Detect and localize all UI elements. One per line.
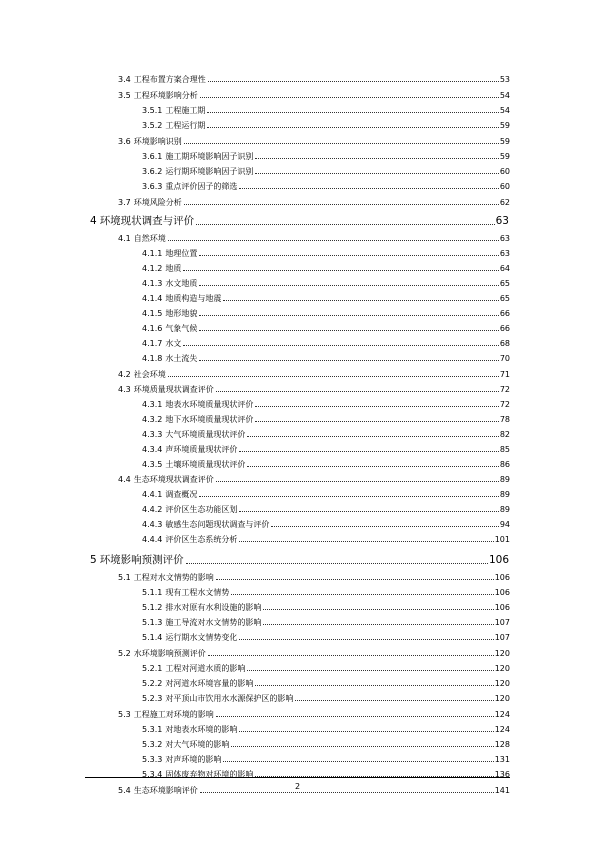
toc-entry-page: 131 (494, 755, 510, 764)
toc-entry[interactable] (142, 401, 510, 409)
toc-entry-page: 65 (499, 294, 510, 303)
toc-entry[interactable] (118, 371, 510, 379)
dot-leader (231, 594, 493, 595)
toc-entry-number: 4.3.2 (142, 415, 163, 424)
toc-entry-title: 水土流失 (165, 354, 198, 363)
toc-entry-page: 59 (499, 152, 510, 161)
dot-leader (199, 496, 498, 497)
toc-entry-page: 120 (494, 679, 510, 688)
toc-entry[interactable] (142, 295, 510, 303)
toc-entry-number: 4.1.2 (142, 264, 163, 273)
toc-entry[interactable] (142, 589, 510, 597)
toc-entry-page: 89 (499, 490, 510, 499)
toc-entry-title: 工程施工期 (165, 106, 206, 115)
dot-leader (263, 624, 493, 625)
toc-entry-title: 地表水环境质量现状评价 (165, 400, 254, 409)
footer-divider (85, 777, 510, 778)
dot-leader (216, 391, 499, 392)
toc-entry-number: 5.2 (118, 649, 131, 658)
toc-entry[interactable] (118, 650, 510, 658)
toc-entry-page: 63 (495, 215, 509, 227)
toc-entry-page: 66 (499, 324, 510, 333)
toc-entry-title: 运行期水文情势变化 (165, 633, 238, 642)
toc-entry[interactable] (142, 726, 510, 734)
dot-leader (200, 97, 499, 98)
dot-leader (239, 639, 493, 640)
toc-entry-number: 5.1.1 (142, 588, 163, 597)
toc-entry[interactable] (142, 355, 510, 363)
toc-entry-number: 5.2.3 (142, 694, 163, 703)
toc-entry[interactable] (142, 107, 510, 115)
dot-leader (183, 270, 498, 271)
toc-entry-title: 工程施工对环境的影响 (133, 710, 214, 719)
toc-entry[interactable] (142, 619, 510, 627)
dot-leader (231, 746, 493, 747)
toc-entry-number: 5.1.2 (142, 603, 163, 612)
toc-entry-title: 工程对河道水质的影响 (165, 664, 246, 673)
toc-entry-title: 地质 (165, 264, 182, 273)
toc-entry[interactable] (142, 680, 510, 688)
toc-entry-page: 89 (499, 505, 510, 514)
toc-entry-number: 4.3.4 (142, 445, 163, 454)
toc-entry[interactable] (142, 695, 510, 703)
dot-leader (199, 255, 498, 256)
toc-entry[interactable] (142, 536, 510, 544)
toc-entry-page: 72 (499, 385, 510, 394)
toc-entry-page: 62 (499, 198, 510, 207)
toc-entry-number: 5.1.3 (142, 618, 163, 627)
toc-entry-page: 89 (499, 475, 510, 484)
toc-entry-title: 工程环境影响分析 (133, 91, 198, 100)
toc-entry-page: 63 (499, 249, 510, 258)
toc-entry[interactable] (142, 416, 510, 424)
toc-entry-page: 120 (494, 649, 510, 658)
toc-entry-number: 4.1.4 (142, 294, 163, 303)
dot-leader (271, 526, 498, 527)
toc-entry-title: 环境风险分析 (133, 198, 182, 207)
dot-leader (196, 224, 494, 225)
toc-entry-title: 土壤环境质量现状评价 (165, 460, 246, 469)
toc-entry[interactable] (142, 634, 510, 642)
dot-leader (183, 345, 498, 346)
toc-entry[interactable] (142, 153, 510, 161)
toc-entry-title: 现有工程水文情势 (165, 588, 230, 597)
toc-entry[interactable] (142, 280, 510, 288)
toc-entry-title: 地下水环境质量现状评价 (165, 415, 254, 424)
toc-entry-title: 调查概况 (165, 490, 198, 499)
toc-entry-number: 4.3.3 (142, 430, 163, 439)
toc-entry[interactable] (118, 476, 510, 484)
toc-entry-page: 85 (499, 445, 510, 454)
toc-entry-number: 4.4.4 (142, 535, 163, 544)
toc-entry-title: 地质构造与地震 (165, 294, 222, 303)
toc-entry-number: 3.5.1 (142, 106, 163, 115)
toc-entry-page: 94 (499, 520, 510, 529)
toc-entry-page: 141 (494, 786, 510, 795)
toc-entry-title: 社会环境 (133, 370, 166, 379)
toc-entry-number: 4.2 (118, 370, 131, 379)
toc-entry-page: 107 (494, 618, 510, 627)
toc-entry-page: 72 (499, 400, 510, 409)
dot-leader (216, 579, 494, 580)
toc-entry-number: 4.4.1 (142, 490, 163, 499)
toc-entry-title: 气象气候 (165, 324, 198, 333)
toc-entry-number: 3.4 (118, 75, 131, 84)
toc-entry[interactable] (142, 604, 510, 612)
toc-entry-number: 4.1.1 (142, 249, 163, 258)
toc-entry-number: 4.1.7 (142, 339, 163, 348)
toc-entry-page: 82 (499, 430, 510, 439)
toc-entry[interactable] (142, 250, 510, 258)
dot-leader (239, 541, 493, 542)
toc-entry-number: 4.4.3 (142, 520, 163, 529)
toc-entry-number: 4.3 (118, 385, 131, 394)
toc-entry-page: 68 (499, 339, 510, 348)
toc-entry-number: 5.3 (118, 710, 131, 719)
toc-entry-title: 对大气环境的影响 (165, 740, 230, 749)
toc-entry-title: 生态环境现状调查评价 (133, 475, 214, 484)
toc-entry-number: 3.6.2 (142, 167, 163, 176)
toc-entry-number: 3.6 (118, 137, 131, 146)
dot-leader (207, 127, 498, 128)
toc-entry[interactable] (142, 310, 510, 318)
toc-entry-number: 5.4 (118, 786, 131, 795)
toc-entry-page: 54 (499, 106, 510, 115)
toc-entry-title: 对声环境的影响 (165, 755, 222, 764)
dot-leader (295, 700, 493, 701)
toc-entry-number: 5.3.4 (142, 770, 163, 779)
toc-entry-title: 水文 (165, 339, 182, 348)
toc-entry[interactable] (142, 265, 510, 273)
dot-leader (223, 300, 498, 301)
page-number: 2 (294, 782, 301, 791)
toc-entry-page: 70 (499, 354, 510, 363)
toc-entry-title: 大气环境质量现状评价 (165, 430, 246, 439)
toc-entry-title: 工程布置方案合理性 (133, 75, 206, 84)
dot-leader (239, 511, 498, 512)
toc-entry-title: 环境现状调查与评价 (99, 215, 195, 227)
dot-leader (255, 173, 498, 174)
toc-entry-title: 声环境质量现状评价 (165, 445, 238, 454)
toc-entry[interactable] (142, 521, 510, 529)
toc-entry-page: 59 (499, 121, 510, 130)
toc-entry-number: 3.7 (118, 198, 131, 207)
dot-leader (223, 761, 493, 762)
toc-entry-page: 53 (499, 75, 510, 84)
dot-leader (184, 204, 499, 205)
dot-leader (255, 685, 493, 686)
toc-entry-page: 128 (494, 740, 510, 749)
toc-entry-number: 4.1.8 (142, 354, 163, 363)
toc-entry-title: 排水对原有水利设施的影响 (165, 603, 262, 612)
toc-entry-number: 5.3.1 (142, 725, 163, 734)
toc-entry-number: 4.1.3 (142, 279, 163, 288)
toc-entry-title: 施工期环境影响因子识别 (165, 152, 254, 161)
dot-leader (255, 158, 498, 159)
toc-entry[interactable] (142, 506, 510, 514)
dot-leader (239, 731, 493, 732)
dot-leader (186, 563, 488, 564)
dot-leader (239, 451, 498, 452)
toc-entry-title: 水环境影响预测评价 (133, 649, 206, 658)
toc-entry-page: 136 (494, 770, 510, 779)
toc-entry-number: 3.5.2 (142, 121, 163, 130)
toc-entry-title: 自然环境 (133, 234, 166, 243)
toc-entry[interactable] (142, 446, 510, 454)
dot-leader (184, 143, 499, 144)
toc-entry-title: 评价区生态功能区划 (165, 505, 238, 514)
toc-entry-page: 66 (499, 309, 510, 318)
toc-entry-title: 对平顶山市饮用水水源保护区的影响 (165, 694, 294, 703)
toc-entry[interactable] (118, 92, 510, 100)
toc-entry-title: 工程运行期 (165, 121, 206, 130)
toc-entry-number: 5.1 (118, 573, 131, 582)
toc-entry[interactable] (118, 574, 510, 582)
toc-entry-title: 固体废弃物对环境的影响 (165, 770, 254, 779)
toc-entry-number: 4.1 (118, 234, 131, 243)
toc-entry-page: 120 (494, 664, 510, 673)
toc-entry-page: 59 (499, 137, 510, 146)
toc-entry[interactable] (118, 199, 510, 207)
toc-entry[interactable] (142, 741, 510, 749)
dot-leader (200, 792, 494, 793)
toc-entry[interactable] (142, 183, 510, 191)
dot-leader (216, 481, 499, 482)
toc-entry[interactable] (142, 491, 510, 499)
toc-entry-title: 重点评价因子的筛选 (165, 182, 238, 191)
toc-entry-page: 63 (499, 234, 510, 243)
toc-entry-title: 地理位置 (165, 249, 198, 258)
toc-entry-page: 106 (494, 588, 510, 597)
toc-entry[interactable] (90, 216, 509, 227)
toc-entry-page: 120 (494, 694, 510, 703)
toc-entry[interactable] (118, 235, 510, 243)
toc-entry-page: 124 (494, 710, 510, 719)
toc-entry-page: 106 (494, 573, 510, 582)
toc-entry-title: 环境影响识别 (133, 137, 182, 146)
toc-entry-number: 5.3.3 (142, 755, 163, 764)
dot-leader (208, 655, 494, 656)
toc-entry[interactable] (142, 461, 510, 469)
toc-entry[interactable] (142, 665, 510, 673)
toc-entry[interactable] (118, 138, 510, 146)
dot-leader (255, 406, 498, 407)
dot-leader (207, 112, 498, 113)
toc-entry-number: 5.2.2 (142, 679, 163, 688)
dot-leader (199, 285, 498, 286)
toc-entry-number: 3.6.3 (142, 182, 163, 191)
toc-entry-page: 64 (499, 264, 510, 273)
toc-entry-title: 工程对水文情势的影响 (133, 573, 214, 582)
dot-leader (168, 240, 499, 241)
toc-entry-page: 65 (499, 279, 510, 288)
dot-leader (247, 436, 498, 437)
toc-entry[interactable] (142, 325, 510, 333)
toc-entry-title: 地形地貌 (165, 309, 198, 318)
toc-entry-number: 3.5 (118, 91, 131, 100)
toc-entry[interactable] (90, 555, 509, 566)
toc-entry-number: 5.2.1 (142, 664, 163, 673)
toc-entry-number: 4.1.6 (142, 324, 163, 333)
toc-entry-page: 101 (494, 535, 510, 544)
toc-entry-page: 60 (499, 167, 510, 176)
toc-entry-number: 4.4 (118, 475, 131, 484)
toc-entry[interactable] (142, 122, 510, 130)
toc-entry-page: 60 (499, 182, 510, 191)
toc-entry-title: 水文地质 (165, 279, 198, 288)
toc-entry-title: 对河道水环境容量的影响 (165, 679, 254, 688)
toc-entry-title: 生态环境影响评价 (133, 786, 198, 795)
toc-entry-number: 4.3.1 (142, 400, 163, 409)
toc-entry[interactable] (142, 431, 510, 439)
dot-leader (199, 360, 498, 361)
toc-entry-title: 运行期环境影响因子识别 (165, 167, 254, 176)
toc-entry-page: 78 (499, 415, 510, 424)
dot-leader (216, 716, 494, 717)
toc-entry[interactable] (142, 340, 510, 348)
toc-entry[interactable] (142, 756, 510, 764)
dot-leader (168, 376, 499, 377)
toc-entry-title: 环境质量现状调查评价 (133, 385, 214, 394)
dot-leader (263, 609, 493, 610)
toc-entry-page: 86 (499, 460, 510, 469)
toc-entry[interactable] (118, 386, 510, 394)
toc-entry-number: 4 (90, 215, 97, 227)
toc-entry-page: 106 (488, 554, 509, 566)
toc-entry-title: 敏感生态问题现状调查与评价 (165, 520, 270, 529)
toc-entry[interactable] (118, 711, 510, 719)
dot-leader (247, 670, 493, 671)
dot-leader (247, 466, 498, 467)
toc-entry-page: 106 (494, 603, 510, 612)
toc-entry-number: 4.1.5 (142, 309, 163, 318)
toc-entry-title: 评价区生态系统分析 (165, 535, 238, 544)
toc-entry-number: 4.3.5 (142, 460, 163, 469)
dot-leader (208, 81, 499, 82)
toc-entry-number: 3.6.1 (142, 152, 163, 161)
toc-entry-title: 施工导流对水文情势的影响 (165, 618, 262, 627)
dot-leader (239, 188, 498, 189)
toc-entry-number: 5 (90, 554, 97, 566)
toc-entry-title: 对地表水环境的影响 (165, 725, 238, 734)
dot-leader (199, 330, 498, 331)
toc-entry-page: 124 (494, 725, 510, 734)
toc-entry-number: 4.4.2 (142, 505, 163, 514)
toc-entry[interactable] (142, 168, 510, 176)
toc-entry-number: 5.1.4 (142, 633, 163, 642)
toc-entry[interactable] (118, 76, 510, 84)
toc-entry-page: 107 (494, 633, 510, 642)
dot-leader (255, 421, 498, 422)
toc-entry-page: 71 (499, 370, 510, 379)
toc-entry-title: 环境影响预测评价 (99, 554, 184, 566)
toc-entry-page: 54 (499, 91, 510, 100)
dot-leader (199, 315, 498, 316)
toc-entry-number: 5.3.2 (142, 740, 163, 749)
